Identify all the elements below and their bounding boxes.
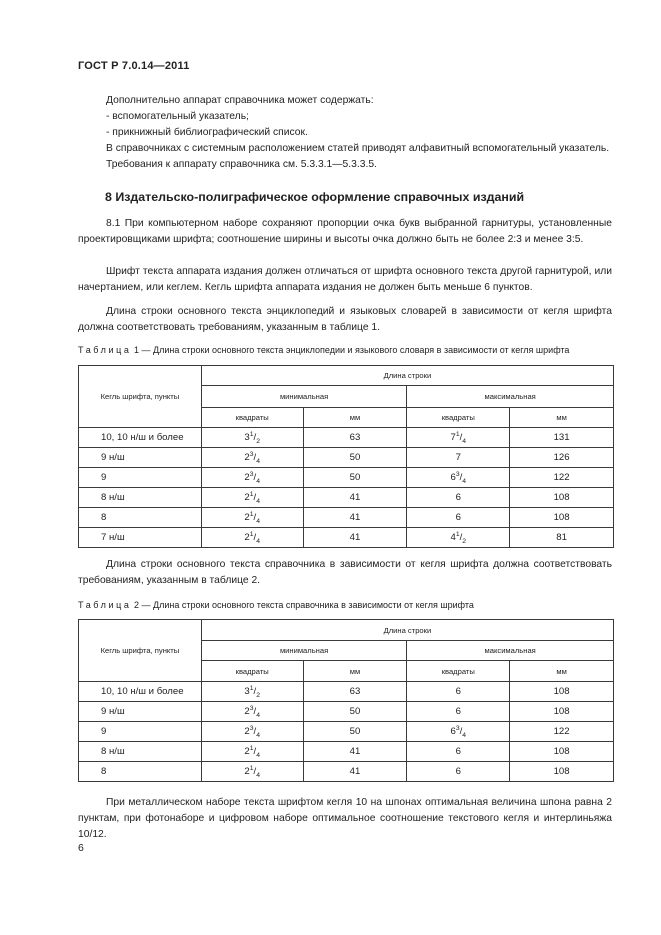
document-code-header: ГОСТ Р 7.0.14—2011 [78, 60, 190, 72]
table2-header-line-length: Длина строки [201, 620, 613, 641]
table2-subheader-mm-min: мм [303, 661, 407, 682]
table-cell-mm-min: 63 [303, 428, 407, 448]
table-cell-squares-min: $2^3/_4$ [201, 468, 303, 488]
table-cell-mm-max: 122 [510, 722, 614, 742]
table-cell-mm-min: 41 [303, 528, 407, 548]
table-cell-font-size: 7 н/ш [79, 528, 202, 548]
table2-subheader-mm-max: мм [510, 661, 614, 682]
table-cell-mm-max: 108 [510, 742, 614, 762]
table2-header-maximum: максимальная [407, 641, 614, 661]
table-2 [78, 619, 614, 782]
table2-caption-word: Таблица [78, 600, 132, 610]
table2-header-minimum: минимальная [201, 641, 407, 661]
squares-denominator: 4 [256, 497, 260, 505]
squares-denominator: 4 [256, 457, 260, 465]
table1-caption-text: 1 — Длина строки основного текста энциклопедии и языкового словаря в зависимости от кегля шрифта [134, 345, 570, 355]
table-cell-squares-min: $2^1/_4$ [201, 762, 303, 782]
paragraph-8-1: 8.1 При компьютерном наборе сохраняют пропорции очка букв выбранной гарнитуры, установленные проектировщиками шрифта; соотношение ширины и высоты очка должно быть не более 2:3 и менее 3:5. [78, 218, 612, 245]
table-cell-mm-min: 50 [303, 702, 407, 722]
squares-whole: 6 [455, 492, 461, 503]
table2-caption-text: 2 — Длина строки основного текста справочника в зависимости от кегля шрифта [134, 600, 474, 610]
table1-subheader-mm-min: мм [303, 408, 407, 428]
table-cell-mm-min: 41 [303, 742, 407, 762]
squares-whole: 2 [244, 472, 250, 483]
table-cell-squares-min: $2^1/_4$ [201, 488, 303, 508]
squares-whole: 2 [244, 746, 250, 757]
table-row [79, 508, 614, 528]
table-cell-font-size: 8 н/ш [79, 488, 202, 508]
table-cell-mm-min: 50 [303, 722, 407, 742]
table-cell-mm-min: 41 [303, 508, 407, 528]
squares-whole: 3 [244, 432, 250, 443]
squares-whole: 2 [244, 452, 250, 463]
squares-numerator: 3 [249, 470, 254, 478]
table-cell-font-size: 8 н/ш [79, 742, 202, 762]
squares-whole: 4 [450, 532, 456, 543]
table-cell-squares-max: $7^1/_4$ [407, 428, 510, 448]
squares-whole: 2 [244, 706, 250, 717]
table2-header-font-size: Кегль шрифта, пункты [79, 620, 202, 682]
intro-list-item-1: - вспомогательный указатель; [106, 111, 249, 122]
squares-numerator: 1 [249, 684, 254, 692]
squares-denominator: 4 [462, 731, 467, 739]
table1-header-minimum: минимальная [201, 386, 407, 408]
squares-whole: 2 [244, 532, 250, 543]
squares-denominator: 4 [256, 771, 260, 779]
table1-caption-word: Таблица [78, 345, 132, 355]
intro-list-item-2: - прикнижный библиографический список. [106, 127, 308, 138]
table-cell-mm-max: 108 [510, 702, 614, 722]
squares-numerator: 1 [455, 430, 460, 438]
squares-whole: 2 [244, 492, 250, 503]
intro-paragraph-requirements: Требования к аппарату справочника см. 5.3.3.1—5.3.3.5. [106, 159, 377, 170]
squares-denominator: 4 [256, 477, 260, 485]
table-cell-squares-max [407, 682, 510, 702]
squares-denominator: 4 [256, 517, 260, 525]
table1-caption [78, 345, 569, 355]
table-cell-squares-min: $2^3/_4$ [201, 448, 303, 468]
table-cell-mm-max: 81 [510, 528, 614, 548]
table-cell-mm-max: 126 [510, 448, 614, 468]
table-cell-mm-max: 108 [510, 762, 614, 782]
squares-denominator: 4 [256, 751, 260, 759]
page-number: 6 [78, 842, 84, 854]
table-cell-font-size: 8 [79, 762, 202, 782]
squares-numerator: 3 [455, 470, 460, 478]
table1-header-font-size: Кегль шрифта, пункты [79, 366, 202, 428]
squares-whole: 6 [455, 706, 461, 717]
table-cell-mm-min: 50 [303, 468, 407, 488]
table-cell-mm-min: 41 [303, 488, 407, 508]
table-cell-font-size: 10, 10 н/ш и более [79, 428, 202, 448]
squares-numerator: 1 [249, 510, 254, 518]
table-cell-mm-max: 108 [510, 508, 614, 528]
table-cell-squares-max [407, 508, 510, 528]
squares-numerator: 1 [455, 530, 460, 538]
intro-paragraph-index: В справочниках с системным расположением статей приводят алфавитный вспомогательный указатель. [106, 143, 610, 154]
table-cell-squares-min: $3^1/_2$ [201, 428, 303, 448]
table1-subheader-mm-max: мм [510, 408, 614, 428]
squares-denominator: 4 [256, 731, 260, 739]
squares-denominator: 4 [256, 537, 260, 545]
table-row [79, 702, 614, 722]
table-1 [78, 365, 614, 548]
squares-whole: 6 [455, 686, 461, 697]
table-cell-font-size: 9 н/ш [79, 702, 202, 722]
intro-line: Дополнительно аппарат справочника может содержать: [106, 95, 374, 106]
squares-whole: 2 [244, 726, 250, 737]
paragraph-line-length-encyclopedia: Длина строки основного текста энциклопедий и языковых словарей в зависимости от кегля шрифта должна соответствовать требованиям, указанным в таблице 1. [78, 306, 612, 333]
table-cell-font-size: 9 [79, 722, 202, 742]
table-cell-mm-min: 41 [303, 762, 407, 782]
squares-numerator: 3 [249, 704, 254, 712]
squares-numerator: 3 [249, 724, 254, 732]
table-cell-mm-max: 131 [510, 428, 614, 448]
squares-whole: 6 [455, 746, 461, 757]
table-row [79, 488, 614, 508]
table1-header-line-length: Длина строки [201, 366, 613, 386]
table-cell-squares-min: $2^3/_4$ [201, 702, 303, 722]
table-cell-font-size: 8 [79, 508, 202, 528]
squares-denominator: 4 [256, 711, 260, 719]
squares-numerator: 1 [249, 490, 254, 498]
table1-subheader-squares-max: квадраты [407, 408, 510, 428]
squares-numerator: 1 [249, 764, 254, 772]
table-cell-squares-min: $2^1/_4$ [201, 742, 303, 762]
table-row [79, 762, 614, 782]
table-row [79, 468, 614, 488]
table-cell-squares-max [407, 762, 510, 782]
squares-denominator: 2 [256, 691, 260, 699]
table-cell-squares-min: $2^1/_4$ [201, 508, 303, 528]
squares-whole: 6 [455, 766, 461, 777]
table-row [79, 682, 614, 702]
table-row [79, 742, 614, 762]
squares-denominator: 2 [462, 537, 467, 545]
squares-whole: 2 [244, 766, 250, 777]
paragraph-line-length-reference: Длина строки основного текста справочника в зависимости от кегля шрифта должна соответствовать требованиям, указанным в таблице 2. [78, 559, 612, 586]
table1-subheader-squares-min: квадраты [201, 408, 303, 428]
squares-numerator: 1 [249, 530, 254, 538]
squares-denominator: 4 [462, 437, 467, 445]
squares-numerator: 1 [249, 744, 254, 752]
squares-denominator: 4 [462, 477, 467, 485]
table-cell-squares-max: $4^1/_2$ [407, 528, 510, 548]
table2-caption [78, 600, 474, 610]
table2-subheader-squares-min: квадраты [201, 661, 303, 682]
table-cell-mm-min: 63 [303, 682, 407, 702]
squares-numerator: 3 [455, 724, 460, 732]
table-cell-squares-min: $3^1/_2$ [201, 682, 303, 702]
table-cell-squares-max: $6^3/_4$ [407, 468, 510, 488]
squares-numerator: 3 [249, 450, 254, 458]
table-cell-squares-max: $6^3/_4$ [407, 722, 510, 742]
squares-numerator: 1 [249, 430, 254, 438]
table-cell-mm-max: 122 [510, 468, 614, 488]
squares-whole: 2 [244, 512, 250, 523]
table-cell-squares-min: $2^1/_4$ [201, 528, 303, 548]
squares-whole: 6 [450, 726, 456, 737]
table-cell-mm-max: 108 [510, 488, 614, 508]
table-row [79, 528, 614, 548]
table-cell-mm-max: 108 [510, 682, 614, 702]
squares-whole: 7 [450, 432, 456, 443]
table-cell-squares-max [407, 742, 510, 762]
squares-whole: 7 [455, 452, 461, 463]
table-cell-font-size: 9 [79, 468, 202, 488]
table-cell-squares-min: $2^3/_4$ [201, 722, 303, 742]
squares-whole: 3 [244, 686, 250, 697]
table-row [79, 428, 614, 448]
section-heading: 8 Издательско-полиграфическое оформление справочных изданий [105, 190, 525, 204]
table-cell-squares-max [407, 448, 510, 468]
squares-whole: 6 [455, 512, 461, 523]
table-cell-font-size: 9 н/ш [79, 448, 202, 468]
table-cell-mm-min: 50 [303, 448, 407, 468]
table-cell-squares-max [407, 702, 510, 722]
paragraph-font-apparatus: Шрифт текста аппарата издания должен отличаться от шрифта основного текста другой гарнитурой, или начертанием, или кеглем. Кегль шрифта аппарата издания не должен быть меньше 6 пунктов. [78, 266, 612, 293]
paragraph-interline-spacing: При металлическом наборе текста шрифтом кегля 10 на шпонах оптимальная величина шпона равна 2 пунктам, при фотонаборе и цифровом наборе оптимальное соотношение текстового кегля и интерлиньяжа 10/12. [78, 797, 612, 840]
table-row [79, 722, 614, 742]
table-cell-squares-max [407, 488, 510, 508]
table-cell-font-size: 10, 10 н/ш и более [79, 682, 202, 702]
table1-header-maximum: максимальная [407, 386, 614, 408]
squares-whole: 6 [450, 472, 456, 483]
squares-denominator: 2 [256, 437, 260, 445]
table2-subheader-squares-max: квадраты [407, 661, 510, 682]
table-row [79, 448, 614, 468]
